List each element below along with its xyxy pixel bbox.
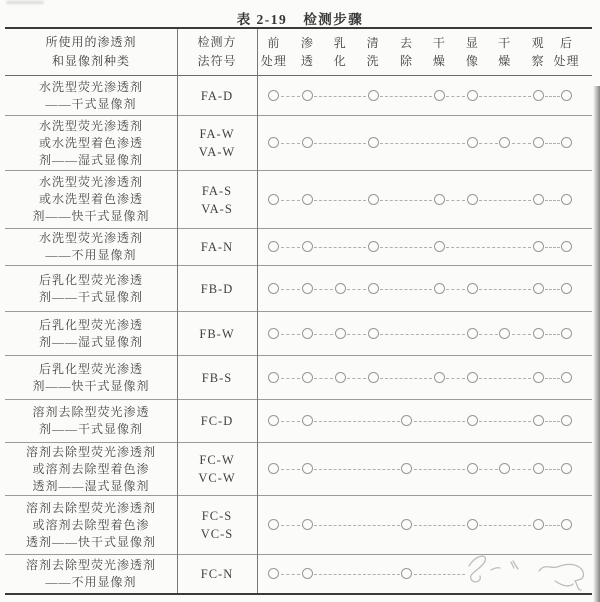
step-circle	[467, 194, 478, 205]
method-code-line: FA-S	[201, 183, 233, 198]
scan-edge-shadow	[593, 86, 600, 602]
step-header-6	[433, 34, 446, 70]
step-connector	[545, 247, 559, 248]
step-connector	[446, 378, 465, 379]
step-header-line: 化	[333, 54, 347, 68]
step-circle	[302, 568, 313, 579]
process-steps	[257, 356, 592, 399]
step-connector	[347, 378, 366, 379]
step-header-line: 显	[465, 36, 479, 50]
step-circle	[401, 463, 412, 474]
table-row-FA-S	[5, 171, 592, 229]
step-header-3	[334, 34, 347, 70]
step-circle	[268, 194, 279, 205]
step-header-7	[466, 34, 479, 70]
penetrant-type-line: ——不用显像剂	[45, 248, 137, 262]
step-connector	[545, 334, 559, 335]
table-row-FA-N	[5, 229, 592, 266]
method-code	[177, 496, 257, 554]
step-connector	[446, 247, 531, 248]
table-header-row	[5, 29, 592, 76]
step-connector	[281, 469, 300, 470]
step-connector	[314, 574, 399, 575]
step-header-line: 察	[531, 54, 545, 68]
scan-smudge	[6, 1, 44, 4]
step-connector	[479, 525, 531, 526]
penetrant-type-line: 剂——快干式显像剂	[32, 378, 150, 393]
step-header-9	[532, 34, 545, 70]
header-penetrant-type	[5, 29, 177, 75]
step-circle	[302, 194, 313, 205]
step-connector	[479, 200, 531, 201]
step-circle	[268, 90, 279, 101]
method-code-line: VC-W	[198, 471, 236, 485]
step-circle	[302, 372, 313, 383]
step-circle	[434, 283, 445, 294]
step-circle	[268, 137, 279, 148]
penetrant-type-line: 水洗型荧光渗透剂	[38, 79, 143, 94]
step-connector	[545, 469, 559, 470]
penetrant-type-line: 后乳化型荧光渗透	[38, 361, 143, 376]
process-steps	[257, 76, 592, 115]
header-penetrant-line2: 和显像剂种类	[51, 54, 130, 68]
method-code	[177, 312, 257, 355]
step-header-line: 处理	[553, 54, 580, 68]
table-row-FC-W	[5, 443, 592, 496]
step-header-line: 燥	[432, 54, 446, 68]
step-connector	[281, 574, 300, 575]
step-connector	[512, 334, 531, 335]
step-circle	[561, 283, 572, 294]
step-circle	[401, 519, 412, 530]
step-connector	[314, 378, 333, 379]
step-circle	[302, 463, 313, 474]
step-circle	[533, 463, 544, 474]
step-circle	[561, 90, 572, 101]
step-header-line: 去	[400, 36, 414, 50]
step-circle	[561, 137, 572, 148]
step-header-line: 燥	[498, 54, 512, 68]
table-row-FB-W	[5, 312, 592, 356]
step-circle	[434, 241, 445, 252]
step-connector	[545, 200, 559, 201]
step-circle	[533, 328, 544, 339]
method-code-line: FB-S	[201, 370, 233, 385]
step-circle	[533, 137, 544, 148]
step-connector	[380, 289, 432, 290]
watermark-scribble	[455, 550, 595, 595]
step-circle	[268, 568, 279, 579]
step-header-line: 处理	[260, 54, 287, 68]
step-connector	[479, 143, 497, 144]
step-circle	[533, 519, 544, 530]
header-code-line2: 法符号	[197, 54, 237, 68]
step-circle	[499, 463, 510, 474]
process-steps	[257, 229, 592, 265]
step-circle	[561, 372, 572, 383]
step-header-line: 像	[465, 54, 479, 68]
method-code-line: FB-W	[199, 326, 235, 341]
step-header-line: 除	[400, 54, 414, 68]
method-code-line: FC-D	[200, 414, 234, 428]
step-header-line: 干	[498, 36, 512, 50]
method-code-line: FA-D	[200, 88, 234, 103]
step-circle	[467, 415, 478, 426]
step-connector	[281, 421, 300, 422]
step-connector	[281, 289, 300, 290]
penetrant-type-line: 后乳化型荧光渗透	[38, 272, 143, 287]
step-connector	[479, 334, 497, 335]
penetrant-type	[5, 229, 177, 265]
step-circle	[302, 137, 313, 148]
penetrant-type	[5, 171, 177, 228]
step-circle	[368, 328, 379, 339]
step-circle	[467, 328, 478, 339]
step-connector	[314, 96, 366, 97]
step-header-line: 洗	[366, 54, 380, 68]
step-connector	[314, 421, 399, 422]
table-row-FA-D	[5, 76, 592, 116]
step-connector	[545, 421, 559, 422]
step-circle	[401, 415, 412, 426]
step-connector	[380, 200, 432, 201]
step-header-2	[301, 34, 314, 70]
step-connector	[281, 378, 300, 379]
penetrant-type	[5, 312, 177, 355]
method-code-line: FC-S	[201, 509, 233, 523]
step-circle	[467, 463, 478, 474]
penetrant-type-line: 溶剂去除型荧光渗透剂	[25, 558, 156, 572]
step-connector	[314, 469, 399, 470]
process-steps	[257, 400, 592, 442]
step-circle	[368, 372, 379, 383]
method-code	[177, 171, 257, 228]
step-circle	[268, 241, 279, 252]
step-connector	[545, 143, 559, 144]
step-connector	[446, 289, 465, 290]
step-circle	[533, 90, 544, 101]
step-header-line: 干	[432, 36, 446, 50]
table-title-text: 检测步骤	[303, 12, 364, 27]
table-row-FB-D	[5, 266, 592, 312]
step-connector	[479, 378, 531, 379]
step-circle	[268, 415, 279, 426]
step-circle	[335, 372, 346, 383]
step-connector	[545, 378, 559, 379]
step-connector	[545, 525, 559, 526]
step-connector	[545, 289, 559, 290]
step-connector	[314, 200, 366, 201]
penetrant-type-line: 剂——快干式显像剂	[32, 209, 150, 223]
step-circle	[561, 328, 572, 339]
method-code	[177, 76, 257, 115]
step-connector	[545, 96, 559, 97]
step-header-8	[498, 34, 511, 70]
step-connector	[479, 289, 531, 290]
step-circle	[561, 463, 572, 474]
step-header-4	[367, 34, 380, 70]
penetrant-type	[5, 116, 177, 170]
step-connector	[380, 247, 432, 248]
step-header-10	[554, 34, 580, 70]
header-penetrant-line1: 所使用的渗透剂	[45, 35, 137, 49]
step-connector	[479, 421, 531, 422]
penetrant-type-line: ——不用显像剂	[45, 575, 137, 589]
step-circle	[499, 328, 510, 339]
step-connector	[380, 143, 465, 144]
step-connector	[512, 469, 531, 470]
step-circle	[499, 137, 510, 148]
penetrant-type	[5, 76, 177, 115]
penetrant-type-line: 溶剂去除型荧光渗透剂	[25, 444, 156, 459]
step-circle	[368, 194, 379, 205]
step-connector	[380, 96, 432, 97]
method-code-line: FB-D	[200, 281, 234, 296]
method-code-line: FC-N	[200, 567, 234, 581]
header-process-steps	[257, 29, 592, 75]
penetrant-type-line: 或水洗型着色渗透	[38, 135, 143, 150]
table-row-FC-S	[5, 496, 592, 555]
penetrant-type	[5, 443, 177, 495]
method-code-line: VC-S	[200, 527, 234, 541]
penetrant-type-line: 水洗型荧光渗透剂	[38, 231, 143, 245]
step-circle	[302, 90, 313, 101]
step-circle	[467, 519, 478, 530]
step-circle	[268, 519, 279, 530]
step-connector	[314, 289, 333, 290]
step-connector	[414, 469, 466, 470]
step-header-line: 透	[300, 54, 314, 68]
penetrant-type-line: 剂——干式显像剂	[38, 289, 143, 304]
step-circle	[533, 283, 544, 294]
penetrant-type-line: 剂——干式显像剂	[38, 422, 143, 436]
step-circle	[467, 283, 478, 294]
method-code-line: FA-N	[200, 240, 234, 254]
column-divider-1	[177, 29, 178, 593]
step-connector	[281, 200, 300, 201]
table-row-FC-D	[5, 400, 592, 443]
method-code	[177, 266, 257, 311]
penetrant-type-line: 溶剂去除型荧光渗透剂	[25, 500, 156, 515]
method-code-line: VA-S	[201, 201, 233, 216]
step-connector	[414, 421, 466, 422]
penetrant-type-line: 透剂——快干式显像剂	[25, 534, 156, 549]
method-code-line: VA-W	[198, 145, 236, 159]
step-circle	[533, 372, 544, 383]
step-circle	[561, 241, 572, 252]
step-circle	[401, 568, 412, 579]
step-circle	[335, 328, 346, 339]
table-number: 表 2-19	[236, 12, 288, 27]
penetrant-type	[5, 555, 177, 593]
step-circle	[434, 372, 445, 383]
penetrant-type-line: ——干式显像剂	[45, 96, 137, 111]
method-code	[177, 400, 257, 442]
step-header-line: 渗	[300, 36, 314, 50]
step-circle	[434, 194, 445, 205]
step-circle	[335, 283, 346, 294]
method-code-line: FA-W	[199, 127, 235, 141]
header-method-code	[177, 29, 257, 75]
step-circle	[368, 283, 379, 294]
method-code	[177, 229, 257, 265]
step-header-line: 后	[560, 36, 574, 50]
step-circle	[533, 194, 544, 205]
step-connector	[281, 96, 300, 97]
step-connector	[314, 247, 366, 248]
step-header-line: 乳	[333, 36, 347, 50]
step-circle	[368, 137, 379, 148]
penetrant-type-line: 水洗型荧光渗透剂	[38, 175, 143, 189]
step-header-line: 清	[366, 36, 380, 50]
step-connector	[314, 525, 399, 526]
penetrant-type	[5, 400, 177, 442]
step-circle	[368, 241, 379, 252]
step-connector	[314, 143, 366, 144]
step-connector	[380, 334, 465, 335]
step-circle	[268, 328, 279, 339]
method-code	[177, 555, 257, 593]
step-connector	[446, 200, 465, 201]
process-steps	[257, 266, 592, 311]
step-header-line: 观	[531, 36, 545, 50]
step-circle	[368, 90, 379, 101]
step-circle	[268, 283, 279, 294]
method-code	[177, 443, 257, 495]
step-connector	[512, 143, 531, 144]
step-circle	[302, 415, 313, 426]
step-connector	[281, 247, 300, 248]
step-circle	[561, 194, 572, 205]
step-header-5	[400, 34, 413, 70]
penetrant-type-line: 溶剂去除型荧光渗透	[32, 405, 150, 419]
step-connector	[479, 469, 497, 470]
step-circle	[467, 372, 478, 383]
step-circle	[302, 519, 313, 530]
process-steps	[257, 443, 592, 495]
step-connector	[347, 289, 366, 290]
penetrant-type-line: 或溶剂去除型着色渗	[32, 517, 150, 532]
step-header-1	[261, 34, 287, 70]
page-title	[0, 0, 600, 27]
penetrant-type-line: 后乳化型荧光渗透	[38, 317, 143, 332]
step-circle	[302, 241, 313, 252]
step-circle	[434, 90, 445, 101]
process-steps	[257, 171, 592, 228]
method-code	[177, 356, 257, 399]
step-connector	[347, 334, 366, 335]
penetrant-type-line: 或水洗型着色渗透	[38, 192, 143, 206]
table-body	[5, 76, 592, 593]
penetrant-type	[5, 356, 177, 399]
step-circle	[268, 372, 279, 383]
step-circle	[302, 283, 313, 294]
step-connector	[380, 378, 432, 379]
step-circle	[268, 463, 279, 474]
method-code-line: FC-W	[199, 453, 235, 467]
step-connector	[281, 525, 300, 526]
penetrant-type-line: 剂——湿式显像剂	[38, 152, 143, 167]
process-steps	[257, 312, 592, 355]
step-header-line: 前	[267, 36, 281, 50]
penetrant-type-line: 水洗型荧光渗透剂	[38, 118, 143, 133]
step-circle	[467, 90, 478, 101]
step-circle	[533, 415, 544, 426]
step-connector	[414, 525, 466, 526]
step-connector	[479, 96, 531, 97]
process-steps	[257, 116, 592, 170]
process-steps	[257, 496, 592, 554]
column-divider-2	[257, 29, 258, 593]
penetrant-type	[5, 266, 177, 311]
step-circle	[302, 328, 313, 339]
step-circle	[467, 137, 478, 148]
step-connector	[281, 143, 300, 144]
method-code	[177, 116, 257, 170]
detection-steps-table	[5, 27, 592, 595]
step-circle	[561, 415, 572, 426]
step-connector	[314, 334, 333, 335]
step-circle	[561, 519, 572, 530]
penetrant-type-line: 剂——湿式显像剂	[38, 334, 143, 349]
header-code-line1: 检测方	[197, 35, 237, 49]
table-row-FB-S	[5, 356, 592, 400]
step-circle	[533, 241, 544, 252]
penetrant-type-line: 透剂——湿式显像剂	[32, 478, 150, 493]
penetrant-type-line: 或溶剂去除型着色渗	[32, 461, 150, 476]
step-connector	[281, 334, 300, 335]
penetrant-type	[5, 496, 177, 554]
step-connector	[446, 96, 465, 97]
table-row-FA-W	[5, 116, 592, 171]
